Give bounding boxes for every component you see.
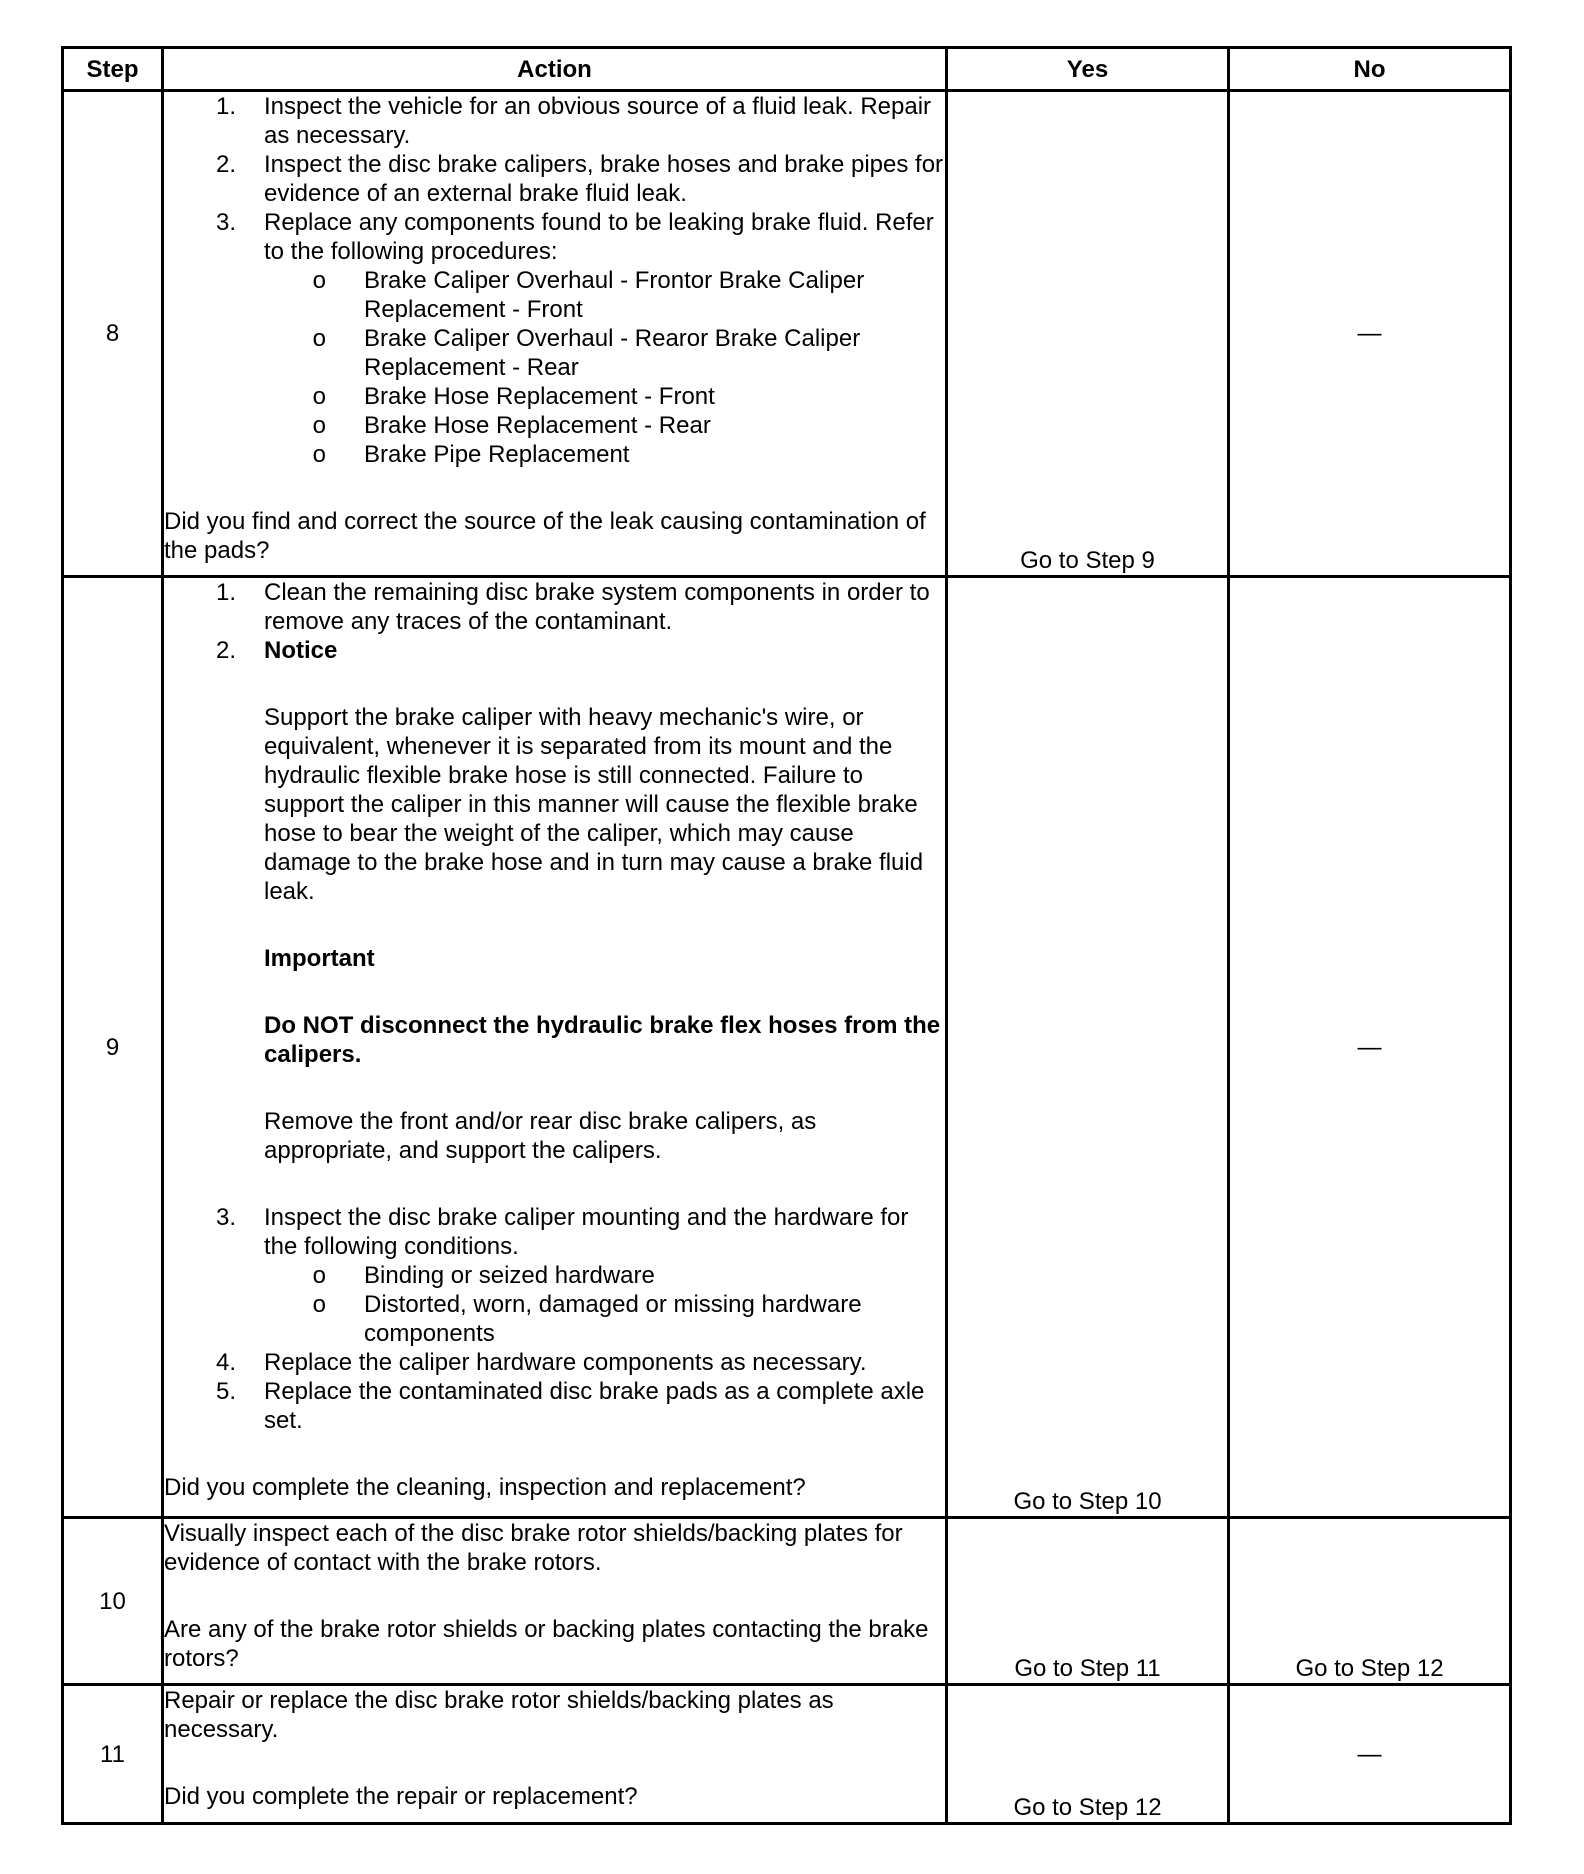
diagnostic-table (61, 46, 1512, 1825)
sub-item (164, 440, 945, 469)
action-cell (163, 1518, 947, 1685)
notice-text: Support the brake caliper with heavy mechanic's wire, or equivalent, whenever it is separated from its mount and the hydraulic flexible brake hose is still connected. Failure to support the caliper in this manner will cause the flexible brake hose to bear the weight of the caliper, which may cause damage to the brake hose and in turn may cause a brake fluid leak. (264, 704, 924, 905)
yes-link[interactable]: Go to Step 12 (947, 1685, 1229, 1824)
item-number: 1. (215, 579, 236, 606)
question-text: Did you complete the repair or replacement? (164, 1783, 638, 1810)
yes-link[interactable]: Go to Step 9 (947, 91, 1229, 577)
header-step: Step (63, 48, 163, 91)
sub-item (164, 324, 945, 382)
notice-label: Notice (264, 637, 338, 664)
item-number: 5. (215, 1378, 236, 1405)
item-number: 2. (215, 151, 236, 178)
no-dash: — (1229, 1685, 1511, 1824)
step-number: 11 (63, 1685, 163, 1824)
table-row-step-9 (63, 577, 1511, 1518)
step-number: 9 (63, 577, 163, 1518)
question-text: Did you find and correct the source of the leak causing contamination of the pads? (164, 508, 926, 564)
table-row-step-11 (63, 1685, 1511, 1824)
item-text: Clean the remaining disc brake system components in order to remove any traces of the contaminant. (264, 579, 930, 635)
no-dash: — (1229, 91, 1511, 577)
no-link[interactable]: Go to Step 12 (1229, 1518, 1511, 1685)
list-item (164, 1203, 945, 1261)
header-no: No (1229, 48, 1511, 91)
question-text: Did you complete the cleaning, inspection and replacement? (164, 1474, 806, 1501)
list-item (164, 636, 945, 665)
step-number: 8 (63, 91, 163, 577)
sub-item (164, 266, 945, 324)
question-text: Are any of the brake rotor shields or backing plates contacting the brake rotors? (164, 1616, 929, 1672)
action-cell (163, 577, 947, 1518)
list-item (164, 150, 945, 208)
table-row-step-10 (63, 1518, 1511, 1685)
sub-item-link[interactable]: Brake Hose Replacement - Rear (364, 412, 711, 439)
no-dash: — (1229, 577, 1511, 1518)
item-number: 3. (215, 1204, 236, 1231)
bullet: o (312, 441, 326, 468)
important-text: Do NOT disconnect the hydraulic brake flex hoses from the calipers. (264, 1012, 941, 1068)
bullet: o (312, 267, 326, 294)
item-text: Replace the caliper hardware components as necessary. (264, 1349, 867, 1376)
item-text: Inspect the vehicle for an obvious source of a fluid leak. Repair as necessary. (264, 93, 932, 149)
sub-item-link[interactable]: Brake Pipe Replacement (364, 441, 630, 468)
bullet: o (312, 325, 326, 352)
yes-link[interactable]: Go to Step 10 (947, 577, 1229, 1518)
sub-item (164, 382, 945, 411)
sub-item-text: Binding or seized hardware (364, 1262, 655, 1289)
list-item (164, 208, 945, 266)
action-cell (163, 1685, 947, 1824)
header-yes: Yes (947, 48, 1229, 91)
item-text: Replace any components found to be leaking brake fluid. Refer to the following procedures: (264, 209, 934, 265)
bullet: o (312, 412, 326, 439)
item-number: 1. (215, 93, 236, 120)
item-number: 4. (215, 1349, 236, 1376)
table-row-step-8 (63, 91, 1511, 577)
sub-item-link[interactable]: Brake Hose Replacement - Front (364, 383, 715, 410)
item-text: Replace the contaminated disc brake pads as a complete axle set. (264, 1378, 925, 1434)
step-number: 10 (63, 1518, 163, 1685)
list-item (164, 578, 945, 636)
sub-item (164, 1261, 945, 1290)
list-item (164, 92, 945, 150)
remove-text: Remove the front and/or rear disc brake calipers, as appropriate, and support the calipers. (264, 1108, 817, 1164)
action-text: Repair or replace the disc brake rotor shields/backing plates as necessary. (164, 1687, 834, 1743)
header-row (63, 48, 1511, 91)
list-item (164, 1348, 945, 1377)
header-action: Action (163, 48, 947, 91)
bullet: o (312, 1291, 326, 1318)
sub-item (164, 1290, 945, 1348)
action-text: Visually inspect each of the disc brake rotor shields/backing plates for evidence of contact with the brake rotors. (164, 1520, 903, 1576)
item-number: 3. (215, 209, 236, 236)
bullet: o (312, 1262, 326, 1289)
item-text: Inspect the disc brake calipers, brake hoses and brake pipes for evidence of an external brake fluid leak. (264, 151, 944, 207)
bullet: o (312, 383, 326, 410)
item-number: 2. (215, 637, 236, 664)
action-cell (163, 91, 947, 577)
sub-item-link[interactable]: Brake Caliper Overhaul - Frontor Brake Caliper Replacement - Front (364, 267, 865, 323)
sub-item-link[interactable]: Brake Caliper Overhaul - Rearor Brake Caliper Replacement - Rear (364, 325, 861, 381)
yes-link[interactable]: Go to Step 11 (947, 1518, 1229, 1685)
list-item (164, 1377, 945, 1435)
important-label: Important (264, 945, 375, 972)
sub-item-text: Distorted, worn, damaged or missing hardware components (364, 1291, 862, 1347)
sub-item (164, 411, 945, 440)
item-text: Inspect the disc brake caliper mounting and the hardware for the following conditions. (264, 1204, 909, 1260)
